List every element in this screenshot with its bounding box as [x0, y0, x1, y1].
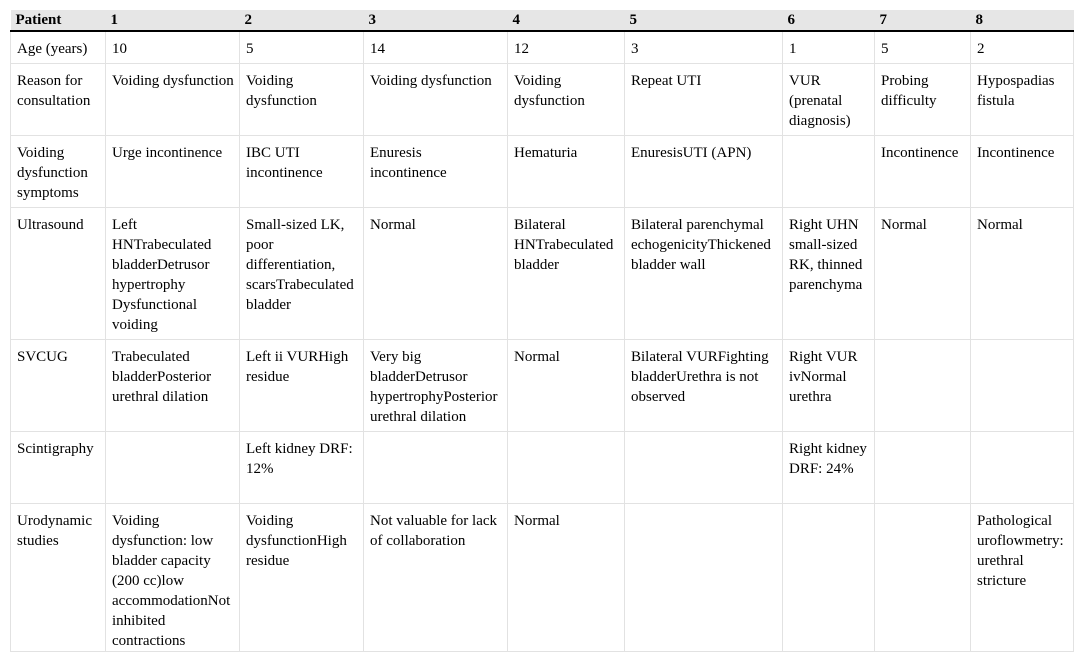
- table-cell: Right UHN small-sized RK, thinned parenchyma: [783, 208, 875, 340]
- table-cell: Trabeculated bladderPosterior urethral dilation: [106, 340, 240, 432]
- table-cell: 5: [875, 31, 971, 64]
- header-patient-3: 3: [364, 10, 508, 31]
- patient-summary-table: [10, 10, 1074, 652]
- row-label: Age (years): [11, 31, 106, 64]
- header-patient-5: 5: [625, 10, 783, 31]
- table-cell: Bilateral HNTrabeculated bladder: [508, 208, 625, 340]
- header-patient-1: 1: [106, 10, 240, 31]
- table-cell: 2: [971, 31, 1074, 64]
- table-cell: [783, 504, 875, 652]
- header-patient-8: 8: [971, 10, 1074, 31]
- table-row-ultrasound: [11, 208, 1074, 340]
- table-cell: Very big bladderDetrusor hypertrophyPosterior urethral dilation: [364, 340, 508, 432]
- table-row-reason: [11, 64, 1074, 136]
- table-cell: Voiding dysfunction: [364, 64, 508, 136]
- table-cell: [106, 432, 240, 504]
- table-cell: [875, 504, 971, 652]
- table-cell: 10: [106, 31, 240, 64]
- table-cell: [971, 432, 1074, 504]
- table-cell: [875, 432, 971, 504]
- table-cell: Voiding dysfunctionHigh residue: [240, 504, 364, 652]
- table-cell: [625, 504, 783, 652]
- header-patient-4: 4: [508, 10, 625, 31]
- table-cell: VUR (prenatal diagnosis): [783, 64, 875, 136]
- table-cell: Right VUR ivNormal urethra: [783, 340, 875, 432]
- row-label: Scintigraphy: [11, 432, 106, 504]
- header-patient-label: Patient: [11, 10, 106, 31]
- row-label: Voiding dysfunction symptoms: [11, 136, 106, 208]
- table-cell: Voiding dysfunction: [508, 64, 625, 136]
- table-cell: Voiding dysfunction: [106, 64, 240, 136]
- table-cell: Incontinence: [875, 136, 971, 208]
- table-cell: [508, 432, 625, 504]
- row-label: Urodynamic studies: [11, 504, 106, 652]
- table-cell: [971, 340, 1074, 432]
- table-cell: Voiding dysfunction: [240, 64, 364, 136]
- table-row-svcug: [11, 340, 1074, 432]
- table-cell: Normal: [508, 340, 625, 432]
- header-patient-2: 2: [240, 10, 364, 31]
- table-cell: 3: [625, 31, 783, 64]
- table-cell: Enuresis incontinence: [364, 136, 508, 208]
- table-cell: 12: [508, 31, 625, 64]
- row-label: SVCUG: [11, 340, 106, 432]
- table-row-age: [11, 31, 1074, 64]
- header-patient-7: 7: [875, 10, 971, 31]
- table-cell: Normal: [971, 208, 1074, 340]
- table-cell: Not valuable for lack of collaboration: [364, 504, 508, 652]
- table-cell: 1: [783, 31, 875, 64]
- table-cell: Normal: [875, 208, 971, 340]
- table-cell: Hematuria: [508, 136, 625, 208]
- table-cell: 14: [364, 31, 508, 64]
- table-cell: EnuresisUTI (APN): [625, 136, 783, 208]
- table-cell: 5: [240, 31, 364, 64]
- table-row-urodynamic: [11, 504, 1074, 652]
- header-patient-6: 6: [783, 10, 875, 31]
- table-cell: Repeat UTI: [625, 64, 783, 136]
- table-cell: Hypospadias fistula: [971, 64, 1074, 136]
- table-cell: Incontinence: [971, 136, 1074, 208]
- table-cell: [783, 136, 875, 208]
- table-cell: Small-sized LK, poor differentiation, scarsTrabeculated bladder: [240, 208, 364, 340]
- table-cell: Urge incontinence: [106, 136, 240, 208]
- table-cell: Bilateral VURFighting bladderUrethra is not observed: [625, 340, 783, 432]
- table-header-row: [11, 10, 1074, 31]
- table-cell: Pathological uroflowmetry: urethral stricture: [971, 504, 1074, 652]
- table-cell: [364, 432, 508, 504]
- table-cell: Right kidney DRF: 24%: [783, 432, 875, 504]
- table-cell: Bilateral parenchymal echogenicityThickened bladder wall: [625, 208, 783, 340]
- table-cell: [875, 340, 971, 432]
- table-cell: Voiding dysfunction: low bladder capacity (200 cc)low accommodationNot inhibited contractions: [106, 504, 240, 652]
- row-label: Reason for consultation: [11, 64, 106, 136]
- table-row-scintigraphy: [11, 432, 1074, 504]
- table-cell: [625, 432, 783, 504]
- table-cell: Left ii VURHigh residue: [240, 340, 364, 432]
- table-row-voiding-symptoms: [11, 136, 1074, 208]
- table-cell: Left kidney DRF: 12%: [240, 432, 364, 504]
- table-cell: Normal: [364, 208, 508, 340]
- table-cell: Left HNTrabeculated bladderDetrusor hypertrophy Dysfunctional voiding: [106, 208, 240, 340]
- row-label: Ultrasound: [11, 208, 106, 340]
- table-cell: IBC UTI incontinence: [240, 136, 364, 208]
- table-cell: Normal: [508, 504, 625, 652]
- table-cell: Probing difficulty: [875, 64, 971, 136]
